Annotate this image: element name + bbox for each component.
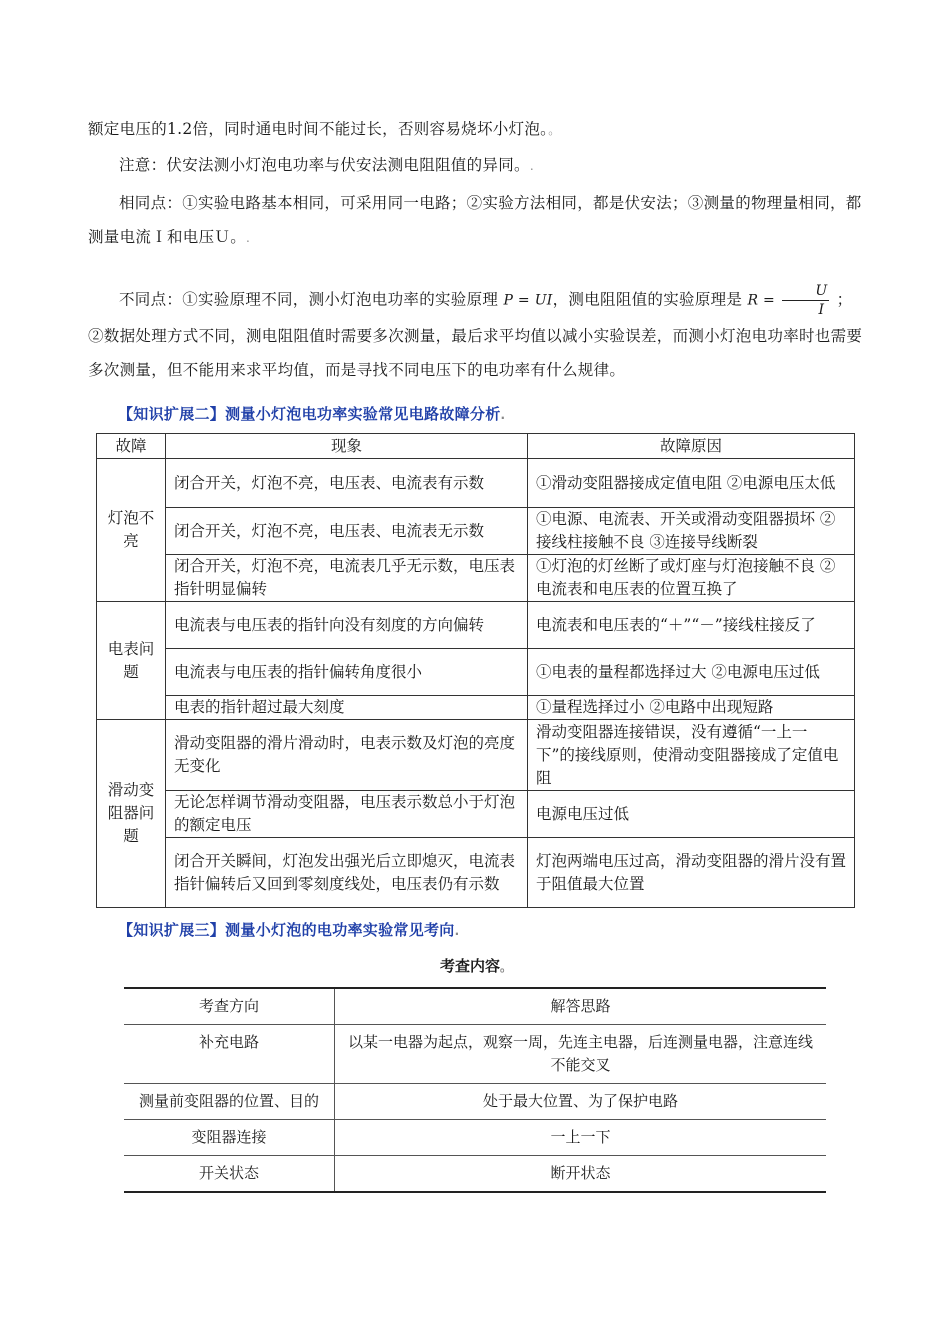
table-row (97, 649, 855, 696)
header-fault: 故障 (97, 434, 166, 459)
table-header-row (97, 434, 855, 459)
table-row (124, 1156, 826, 1193)
category-cell: 滑动变阻器问题 (97, 720, 166, 908)
exam-directions-table (124, 987, 826, 1193)
direction-cell: 变阻器连接 (124, 1120, 335, 1156)
category-cell: 电表问题 (97, 602, 166, 720)
category-cell: 灯泡不亮 (97, 459, 166, 602)
cause-cell: ①灯泡的灯丝断了或灯座与灯泡接触不良 ②电流表和电压表的位置互换了 (528, 555, 855, 602)
phenomenon-cell: 电表的指针超过最大刻度 (166, 696, 528, 720)
section2-heading: 【知识扩展二】测量小灯泡电功率实验常见电路故障分析. (118, 405, 506, 423)
direction-cell: 补充电路 (124, 1025, 335, 1084)
phenomenon-cell: 闭合开关，灯泡不亮，电流表几乎无示数，电压表指针明显偏转 (166, 555, 528, 602)
approach-cell: 一上一下 (335, 1120, 827, 1156)
direction-cell: 测量前变阻器的位置、目的 (124, 1084, 335, 1120)
phenomenon-cell: 电流表与电压表的指针偏转角度很小 (166, 649, 528, 696)
cause-cell: 电流表和电压表的“＋”“－”接线柱接反了 (528, 602, 855, 649)
table-row (97, 696, 855, 720)
cause-cell: 电源电压过低 (528, 791, 855, 838)
header-cause: 故障原因 (528, 434, 855, 459)
table-row (124, 1084, 826, 1120)
fraction-numerator: U (782, 282, 829, 301)
cause-cell: ①电表的量程都选择过大 ②电源电压过低 (528, 649, 855, 696)
formula-resistance-fraction (782, 282, 829, 319)
header-direction: 考查方向 (124, 988, 335, 1025)
paragraph-rated-voltage: 额定电压的1.2倍，同时通电时间不能过长，否则容易烧坏小灯泡。。 (88, 120, 561, 138)
formula-resistance-lhs: R = (747, 292, 776, 309)
table-row (97, 459, 855, 508)
cause-cell: 滑动变阻器连接错误，没有遵循“一上一下”的接线原则，使滑动变阻器接成了定值电阻 (528, 720, 855, 791)
header-approach: 解答思路 (335, 988, 827, 1025)
cause-cell: 灯泡两端电压过高，滑动变阻器的滑片没有置于阻值最大位置 (528, 838, 855, 908)
header-phenomenon: 现象 (166, 434, 528, 459)
formula-power: P = UI (503, 292, 553, 309)
table-row (124, 1120, 826, 1156)
table-row (97, 838, 855, 908)
phenomenon-cell: 闭合开关，灯泡不亮，电压表、电流表有示数 (166, 459, 528, 508)
table-row (97, 602, 855, 649)
phenomenon-cell: 闭合开关，灯泡不亮，电压表、电流表无示数 (166, 508, 528, 555)
phenomenon-cell: 闭合开关瞬间，灯泡发出强光后立即熄灭，电流表指针偏转后又回到零刻度线处，电压表仍有示数 (166, 838, 528, 908)
section3-heading: 【知识扩展三】测量小灯泡的电功率实验常见考向. (118, 921, 460, 939)
cause-cell: ①量程选择过小 ②电路中出现短路 (528, 696, 855, 720)
exam-table-title: 考查内容。 (439, 957, 513, 975)
cause-cell: ①电源、电流表、开关或滑动变阻器损坏 ②接线柱接触不良 ③连接导线断裂 (528, 508, 855, 555)
approach-cell: 处于最大位置、为了保护电路 (335, 1084, 827, 1120)
paragraph-note: 注意：伏安法测小灯泡电功率与伏安法测电阻阻值的异同。. (119, 156, 534, 174)
table-row (97, 791, 855, 838)
phenomenon-cell: 滑动变阻器的滑片滑动时，电表示数及灯泡的亮度无变化 (166, 720, 528, 791)
fault-analysis-table (96, 433, 855, 908)
approach-cell: 以某一电器为起点，观察一周，先连主电器，后连测量电器，注意连线不能交叉 (335, 1025, 827, 1084)
table-row (97, 508, 855, 555)
fraction-denominator: I (818, 302, 825, 318)
table-header-row (124, 988, 826, 1025)
cause-cell: ①滑动变阻器接成定值电阻 ②电源电压太低 (528, 459, 855, 508)
phenomenon-cell: 电流表与电压表的指针向没有刻度的方向偏转 (166, 602, 528, 649)
table-row (97, 720, 855, 791)
phenomenon-cell: 无论怎样调节滑动变阻器，电压表示数总小于灯泡的额定电压 (166, 791, 528, 838)
direction-cell: 开关状态 (124, 1156, 335, 1193)
approach-cell: 断开状态 (335, 1156, 827, 1193)
paragraph-similarities: 相同点：①实验电路基本相同，可采用同一电路；②实验方法相同，都是伏安法；③测量的物理量相同，都测量电流Ｉ和电压Ｕ。. (88, 194, 862, 246)
table-row (97, 555, 855, 602)
table-row (124, 1025, 826, 1084)
paragraph-differences: 不同点：①实验原理不同，测小灯泡电功率的实验原理 P = UI，测电阻阻值的实验原理是 R = $\frac{U}{I}$ ；②数据处理方式不同，测电阻阻值时需要多次测量，最后求平均值以减小实验误差，而测小灯泡电功率时也需要多次测量，但不能用来求平均值，而是寻找不同电压下的电功率有什么规律。 (88, 283, 863, 379)
